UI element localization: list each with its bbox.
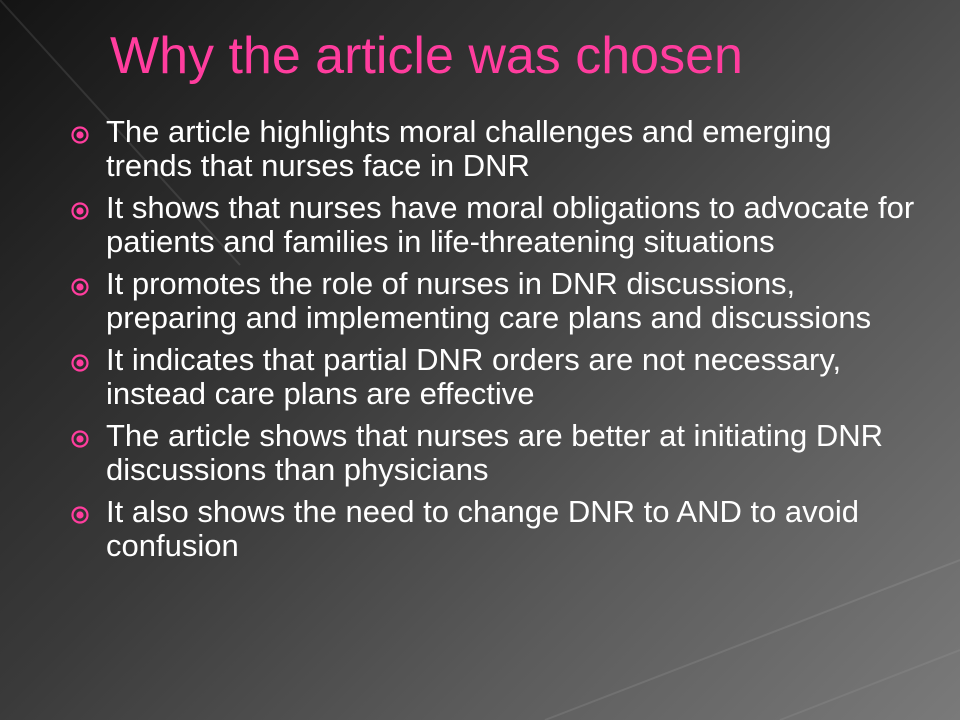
bullet-text: It indicates that partial DNR orders are not necessary, instead care plans are effective	[106, 342, 842, 411]
circle-dot-icon	[70, 201, 90, 221]
bullet-text: It shows that nurses have moral obligations to advocate for patients and families in life-threatening situations	[106, 190, 915, 259]
circle-dot-icon	[70, 429, 90, 449]
bullet-item	[62, 115, 922, 183]
circle-dot-icon	[70, 505, 90, 525]
circle-dot-icon	[70, 277, 90, 297]
bullet-text: The article shows that nurses are better at initiating DNR discussions than physicians	[106, 418, 884, 487]
bullet-text: It also shows the need to change DNR to AND to avoid confusion	[106, 494, 860, 563]
bullet-item	[62, 191, 922, 259]
bullet-item	[62, 267, 922, 335]
bullet-item	[62, 343, 922, 411]
slide-title: Why the article was chosen	[110, 27, 743, 85]
circle-dot-icon	[70, 125, 90, 145]
bullet-item	[62, 495, 922, 563]
bullet-text: It promotes the role of nurses in DNR discussions, preparing and implementing care plans and discussions	[106, 266, 872, 335]
bullet-item	[62, 419, 922, 487]
bullet-text: The article highlights moral challenges and emerging trends that nurses face in DNR	[106, 114, 832, 183]
circle-dot-icon	[70, 353, 90, 373]
bullet-list	[62, 115, 922, 571]
